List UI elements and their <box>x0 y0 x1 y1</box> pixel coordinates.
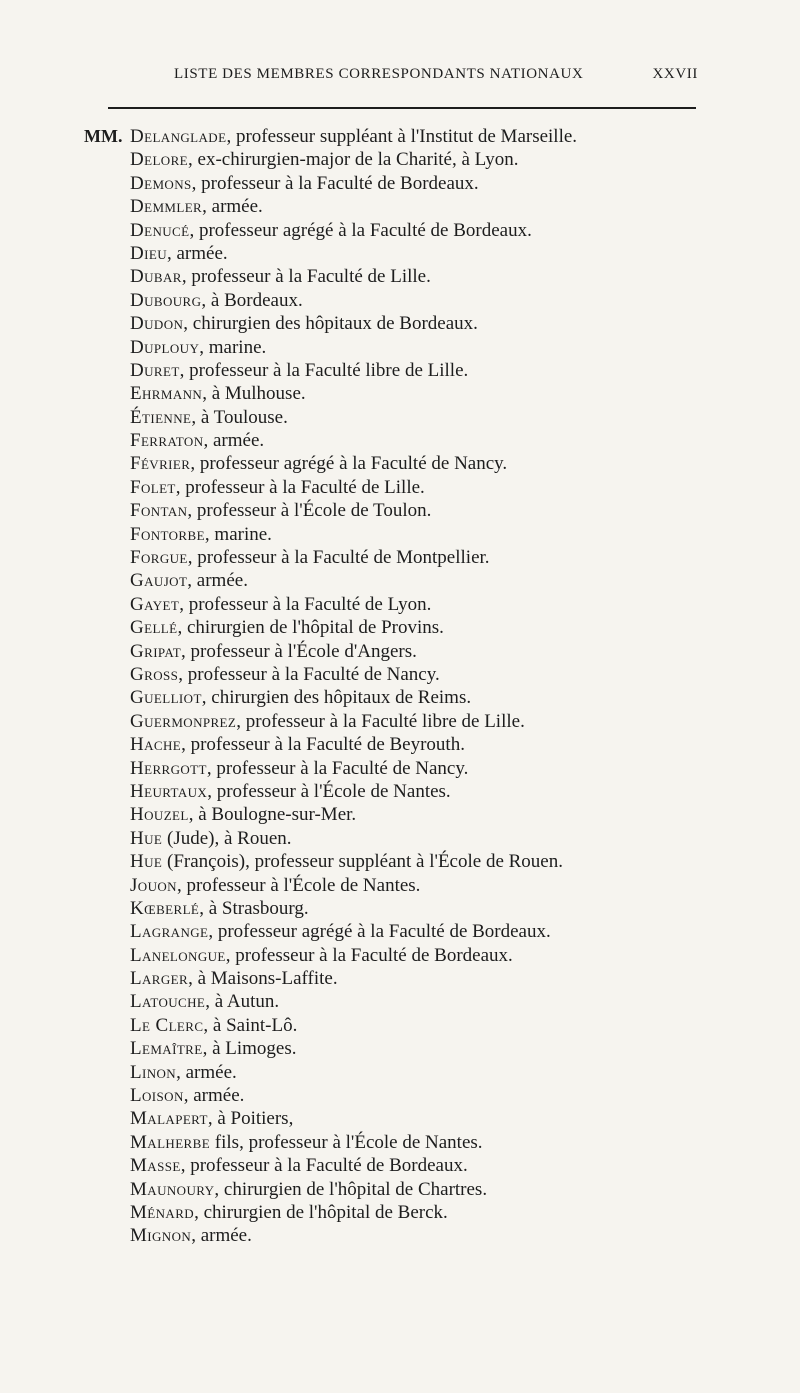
member-name: Hue <box>130 827 163 849</box>
member-name: Duplouy <box>130 336 200 358</box>
member-line <box>130 1154 468 1177</box>
list-item <box>0 336 800 359</box>
member-name: Dudon <box>130 313 184 335</box>
member-name: Kœberlé <box>130 897 200 919</box>
list-item <box>0 242 800 265</box>
member-line <box>130 499 431 522</box>
list-item <box>0 148 800 171</box>
member-name: Gayet <box>130 593 180 615</box>
member-line <box>130 523 272 546</box>
member-line <box>130 663 440 686</box>
member-description: , à Strasbourg. <box>199 897 309 919</box>
member-name: Fontan <box>130 500 188 522</box>
list-item <box>0 616 800 639</box>
member-description: , professeur agrégé à la Faculté de Nancy. <box>190 453 508 475</box>
member-name: Ménard <box>130 1201 195 1223</box>
member-name: Duret <box>130 359 180 381</box>
member-name: Gross <box>130 663 179 685</box>
member-name: Dubourg <box>130 289 202 311</box>
member-line <box>130 827 292 850</box>
member-name: Jouon <box>130 874 177 896</box>
member-line <box>130 593 431 616</box>
member-name: Hue <box>130 851 163 873</box>
member-description: , ex-chirurgien-major de la Charité, à Lyon. <box>188 149 519 171</box>
member-name: Forgue <box>130 547 188 569</box>
member-line <box>130 710 525 733</box>
member-description: , professeur à la Faculté de Nancy. <box>178 663 440 685</box>
member-description: (François), professeur suppléant à l'École de Rouen. <box>162 851 563 873</box>
member-description: , professeur à l'École de Toulon. <box>187 500 432 522</box>
member-name: Fontorbe <box>130 523 205 545</box>
member-line <box>130 897 309 920</box>
member-line <box>130 219 532 242</box>
member-list <box>0 125 800 1248</box>
member-line <box>130 242 228 265</box>
member-line <box>130 476 425 499</box>
member-line <box>130 312 478 335</box>
member-name: Dieu <box>130 242 167 264</box>
list-item <box>0 452 800 475</box>
member-name: Delanglade <box>130 126 227 147</box>
member-description: , professeur à la Faculté de Bordeaux. <box>225 944 513 966</box>
member-line <box>130 148 518 171</box>
member-line <box>130 780 451 803</box>
member-description: , à Bordeaux. <box>201 289 303 311</box>
member-description: , armée. <box>203 430 265 452</box>
member-description: , professeur agrégé à la Faculté de Bordeaux. <box>189 219 532 241</box>
member-line <box>130 172 479 195</box>
member-name: Malapert <box>130 1108 208 1130</box>
member-name: Le Clerc <box>130 1014 204 1036</box>
member-line <box>130 850 563 873</box>
member-description: , armée. <box>191 1225 252 1247</box>
list-item <box>0 359 800 382</box>
member-name: Maunoury <box>130 1178 215 1200</box>
member-description: , professeur à la Faculté de Beyrouth. <box>181 734 465 756</box>
list-item <box>0 1201 800 1224</box>
list-item <box>0 1037 800 1060</box>
list-item <box>0 546 800 569</box>
member-description: , armée. <box>187 570 248 592</box>
running-header <box>108 66 698 90</box>
member-line <box>130 616 444 639</box>
list-item <box>0 172 800 195</box>
list-item <box>0 967 800 990</box>
member-description: , à Saint-Lô. <box>203 1014 298 1036</box>
list-item <box>0 523 800 546</box>
member-name: Guermonprez <box>130 710 237 732</box>
member-line <box>130 125 577 148</box>
list-item <box>0 569 800 592</box>
list-item <box>0 1154 800 1177</box>
list-item <box>0 265 800 288</box>
list-prefix: MM. <box>84 126 123 146</box>
list-item <box>0 897 800 920</box>
member-name: Lemaître <box>130 1038 203 1060</box>
member-line <box>130 686 471 709</box>
member-name: Herrgott <box>130 757 207 779</box>
member-line <box>130 990 279 1013</box>
member-description: , armée. <box>176 1061 237 1083</box>
member-line <box>130 452 507 475</box>
member-line <box>130 1014 297 1037</box>
member-name: Denucé <box>130 219 190 241</box>
list-item <box>0 733 800 756</box>
member-name: Malherbe <box>130 1131 211 1153</box>
list-item <box>0 195 800 218</box>
list-item <box>0 944 800 967</box>
member-description: , armée. <box>166 242 228 264</box>
member-line <box>130 195 263 218</box>
list-item <box>0 710 800 733</box>
member-line <box>130 1107 293 1130</box>
member-line <box>130 382 306 405</box>
member-name: Mignon <box>130 1225 192 1247</box>
member-description: , professeur à l'École de Nantes. <box>207 780 451 802</box>
member-description: fils, professeur à l'École de Nantes. <box>210 1131 483 1153</box>
list-item <box>0 1084 800 1107</box>
member-line <box>130 265 431 288</box>
member-description: , à Mulhouse. <box>202 383 306 405</box>
member-description: , professeur à la Faculté de Lyon. <box>179 593 432 615</box>
member-description: , professeur à la Faculté de Bordeaux. <box>191 172 479 194</box>
member-description: , armée. <box>183 1085 245 1107</box>
member-name: Étienne <box>130 406 192 428</box>
member-name: Lanelongue <box>130 944 226 966</box>
member-name: Février <box>130 453 191 475</box>
member-description: , chirurgien de l'hôpital de Provins. <box>177 617 444 639</box>
list-item <box>0 990 800 1013</box>
list-item <box>0 476 800 499</box>
member-description: , à Maisons-Laffite. <box>188 968 338 990</box>
member-name: Delore <box>130 149 189 171</box>
member-name: Folet <box>130 476 176 498</box>
member-description: , à Boulogne-sur-Mer. <box>188 804 357 826</box>
member-description: , professeur à la Faculté de Nancy. <box>206 757 469 779</box>
member-name: Linon <box>130 1061 177 1083</box>
member-name: Ferraton <box>130 430 204 452</box>
list-item <box>0 406 800 429</box>
member-line <box>130 359 468 382</box>
list-item <box>0 382 800 405</box>
member-description: (Jude), à Rouen. <box>162 827 292 849</box>
list-item <box>0 920 800 943</box>
member-description: , professeur à la Faculté libre de Lille. <box>236 710 525 732</box>
member-line <box>130 920 551 943</box>
list-item <box>0 1178 800 1201</box>
list-item <box>0 429 800 452</box>
member-line <box>130 1201 448 1224</box>
list-item <box>0 499 800 522</box>
member-name: Loison <box>130 1085 184 1107</box>
header-rule <box>108 107 696 109</box>
member-line <box>130 803 356 826</box>
list-item <box>0 125 800 148</box>
member-description: , chirurgien de l'hôpital de Berck. <box>194 1201 448 1223</box>
list-item <box>0 289 800 312</box>
member-name: Gellé <box>130 617 178 639</box>
member-description: , chirurgien des hôpitaux de Reims. <box>201 687 472 709</box>
header-title: LISTE DES MEMBRES CORRESPONDANTS NATIONAUX <box>174 66 584 82</box>
member-name: Dubar <box>130 266 182 288</box>
page-number: XXVII <box>652 66 698 82</box>
member-description: , à Toulouse. <box>191 406 288 428</box>
member-description: , professeur à la Faculté de Lille. <box>181 266 431 288</box>
member-line <box>130 546 490 569</box>
member-line <box>130 733 465 756</box>
member-name: Ehrmann <box>130 383 203 405</box>
list-item <box>0 1131 800 1154</box>
member-name: Lagrange <box>130 921 209 943</box>
member-line <box>130 1037 297 1060</box>
member-description: , professeur à la Faculté de Lille. <box>175 476 425 498</box>
list-item <box>0 803 800 826</box>
member-line <box>130 1224 252 1247</box>
member-line <box>130 944 513 967</box>
member-description: , professeur à la Faculté de Bordeaux. <box>180 1155 468 1177</box>
member-description: , armée. <box>202 196 263 218</box>
member-description: , chirurgien de l'hôpital de Chartres. <box>214 1178 488 1200</box>
member-name: Larger <box>130 968 189 990</box>
list-item <box>0 219 800 242</box>
member-name: Gripat <box>130 640 182 662</box>
list-item <box>0 874 800 897</box>
member-description: , professeur à la Faculté de Montpellier. <box>187 547 490 569</box>
member-line <box>130 967 338 990</box>
member-description: , à Poitiers, <box>207 1108 294 1130</box>
list-item <box>0 780 800 803</box>
member-line <box>130 336 266 359</box>
member-line <box>130 757 468 780</box>
member-name: Gaujot <box>130 570 188 592</box>
member-line <box>130 429 264 452</box>
member-name: Heurtaux <box>130 780 208 802</box>
member-name: Hache <box>130 734 182 756</box>
member-name: Guelliot <box>130 687 202 709</box>
list-item <box>0 593 800 616</box>
list-item <box>0 850 800 873</box>
list-item <box>0 1224 800 1247</box>
member-line <box>130 569 248 592</box>
member-line <box>130 289 303 312</box>
member-description: , professeur à la Faculté libre de Lille. <box>179 359 469 381</box>
member-description: , marine. <box>199 336 267 358</box>
member-line <box>130 1061 237 1084</box>
member-description: , à Limoges. <box>202 1038 297 1060</box>
member-line <box>130 874 420 897</box>
list-item <box>0 827 800 850</box>
member-description: , professeur agrégé à la Faculté de Bordeaux. <box>208 921 551 943</box>
member-name: Latouche <box>130 991 206 1013</box>
member-description: , professeur suppléant à l'Institut de Marseille. <box>226 126 578 147</box>
member-description: , marine. <box>204 523 272 545</box>
list-item <box>0 686 800 709</box>
list-item <box>0 640 800 663</box>
member-description: , à Autun. <box>205 991 280 1013</box>
member-name: Houzel <box>130 804 189 826</box>
member-line <box>130 406 288 429</box>
member-line <box>130 1178 487 1201</box>
list-item <box>0 1107 800 1130</box>
list-item <box>0 312 800 335</box>
member-line <box>130 1084 244 1107</box>
member-name: Masse <box>130 1155 181 1177</box>
member-line <box>130 1131 483 1154</box>
list-item <box>0 1061 800 1084</box>
member-line <box>130 640 417 663</box>
member-name: Demmler <box>130 196 203 218</box>
list-item <box>0 757 800 780</box>
list-item <box>0 1014 800 1037</box>
member-name: Demons <box>130 172 192 194</box>
member-description: , professeur à l'École d'Angers. <box>181 640 417 662</box>
list-item <box>0 663 800 686</box>
member-description: , chirurgien des hôpitaux de Bordeaux. <box>183 313 478 335</box>
member-description: , professeur à l'École de Nantes. <box>176 874 421 896</box>
